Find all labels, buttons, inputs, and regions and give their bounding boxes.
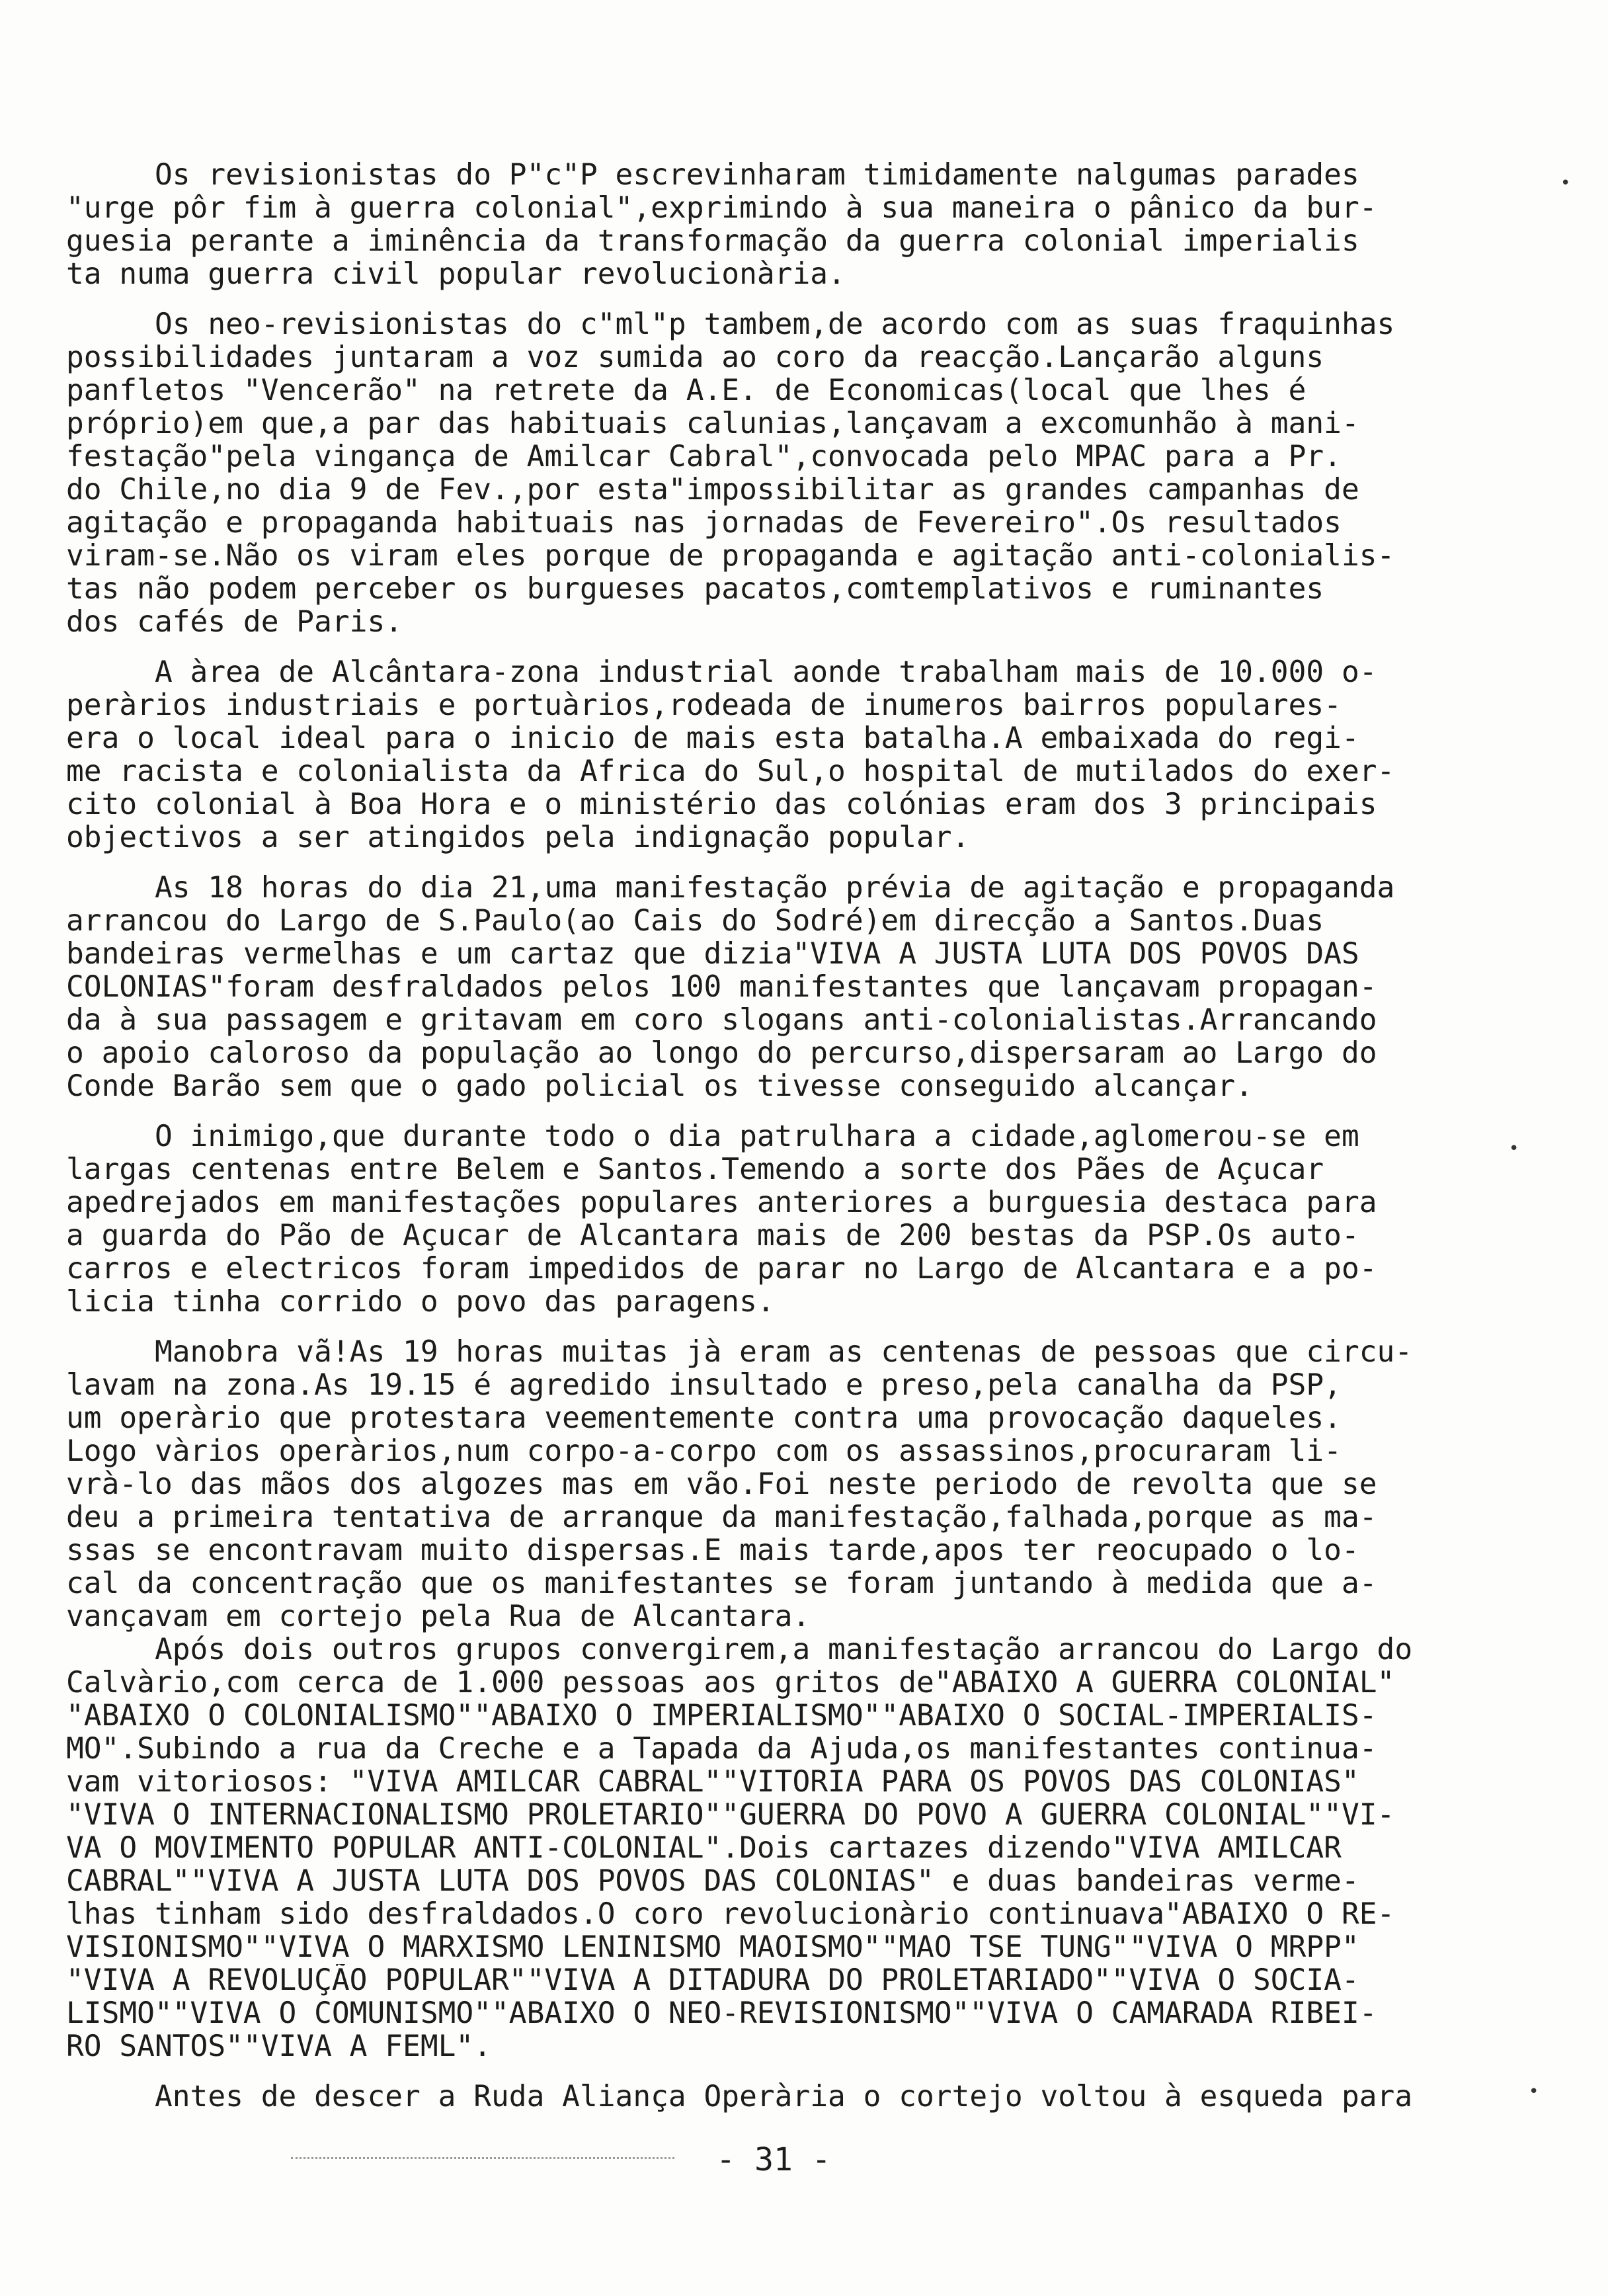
- text-line: tas não podem perceber os burgueses pacatos,comtemplativos e ruminantes: [66, 573, 1324, 606]
- paragraph: [66, 872, 1580, 1103]
- text-line: Logo vàrios operàrios,num corpo-a-corpo com os assassinos,procuraram li-: [66, 1435, 1342, 1468]
- text-line: deu a primeira tentativa de arranque da manifestação,falhada,porque as ma-: [66, 1501, 1377, 1534]
- paragraph: [66, 2080, 1580, 2113]
- text-line: Após dois outros grupos convergirem,a manifestação arrancou do Largo do: [66, 1633, 1413, 1666]
- text-line: carros e electricos foram impedidos de parar no Largo de Alcantara e a po-: [66, 1252, 1377, 1286]
- text-line: objectivos a ser atingidos pela indignação popular.: [66, 821, 970, 854]
- text-line: vam vitoriosos: "VIVA AMILCAR CABRAL""VITORIA PARA OS POVOS DAS COLONIAS": [66, 1766, 1359, 1799]
- text-line: "ABAIXO O COLONIALISMO""ABAIXO O IMPERIALISMO""ABAIXO O SOCIAL-IMPERIALIS-: [66, 1700, 1377, 1733]
- document-body: [66, 159, 1580, 2131]
- text-line: Conde Barão sem que o gado policial os tivesse conseguido alcançar.: [66, 1070, 1254, 1103]
- text-line: MO".Subindo a rua da Creche e a Tapada da Ajuda,os manifestantes continua-: [66, 1733, 1377, 1766]
- text-line: o apoio caloroso da população ao longo do percurso,dispersaram ao Largo do: [66, 1037, 1377, 1070]
- text-line: ssas se encontravam muito dispersas.E mais tarde,apos ter reocupado o lo-: [66, 1534, 1359, 1567]
- text-line: me racista e colonialista da Africa do Sul,o hospital de mutilados do exer-: [66, 755, 1395, 788]
- text-line: LISMO""VIVA O COMUNISMO""ABAIXO O NEO-REVISIONISMO""VIVA O CAMARADA RIBEI-: [66, 1997, 1377, 2030]
- text-line: cito colonial à Boa Hora e o ministério das colónias eram dos 3 principais: [66, 788, 1377, 821]
- scan-speck-mark: •: [1509, 1139, 1519, 1159]
- text-line: peràrios industriais e portuàrios,rodeada de inumeros bairros populares-: [66, 689, 1342, 722]
- text-line: era o local ideal para o inicio de mais esta batalha.A embaixada do regi-: [66, 722, 1359, 755]
- text-line: bandeiras vermelhas e um cartaz que dizia"VIVA A JUSTA LUTA DOS POVOS DAS: [66, 938, 1359, 971]
- text-line: dos cafés de Paris.: [66, 606, 403, 639]
- paragraph: [66, 308, 1580, 639]
- text-line: arrancou do Largo de S.Paulo(ao Cais do Sodré)em direcção a Santos.Duas: [66, 905, 1324, 938]
- text-line: da à sua passagem e gritavam em coro slogans anti-colonialistas.Arrancando: [66, 1004, 1377, 1037]
- text-line: panfletos "Vencerão" na retrete da A.E. de Economicas(local que lhes é: [66, 374, 1306, 407]
- text-line: COLONIAS"foram desfraldados pelos 100 manifestantes que lançavam propagan-: [66, 971, 1377, 1004]
- text-line: As 18 horas do dia 21,uma manifestação prévia de agitação e propaganda: [66, 872, 1395, 905]
- text-line: A àrea de Alcântara-zona industrial aonde trabalham mais de 10.000 o-: [66, 656, 1377, 689]
- text-line: "VIVA A REVOLUÇÃO POPULAR""VIVA A DITADURA DO PROLETARIADO""VIVA O SOCIA-: [66, 1964, 1359, 1997]
- text-line: vançavam em cortejo pela Rua de Alcantara.: [66, 1600, 811, 1633]
- text-line: possibilidades juntaram a voz sumida ao coro da reacção.Lançarão alguns: [66, 341, 1324, 374]
- text-line: "VIVA O INTERNACIONALISMO PROLETARIO""GUERRA DO POVO A GUERRA COLONIAL""VI-: [66, 1799, 1395, 1832]
- paragraph: [66, 1336, 1580, 2063]
- text-line: largas centenas entre Belem e Santos.Temendo a sorte dos Pães de Açucar: [66, 1153, 1324, 1186]
- text-line: CABRAL""VIVA A JUSTA LUTA DOS POVOS DAS COLONIAS" e duas bandeiras verme-: [66, 1865, 1359, 1898]
- text-line: VA O MOVIMENTO POPULAR ANTI-COLONIAL".Dois cartazes dizendo"VIVA AMILCAR: [66, 1832, 1342, 1865]
- text-line: RO SANTOS""VIVA A FEML".: [66, 2030, 491, 2063]
- paragraph: [66, 656, 1580, 854]
- text-line: vrà-lo das mãos dos algozes mas em vão.Foi neste periodo de revolta que se: [66, 1468, 1377, 1501]
- text-line: VISIONISMO""VIVA O MARXISMO LENINISMO MAOISMO""MAO TSE TUNG""VIVA O MRPP": [66, 1931, 1359, 1964]
- page-number: - 31 -: [716, 2141, 831, 2178]
- paragraph: [66, 1120, 1580, 1319]
- text-line: Manobra vã!As 19 horas muitas jà eram as centenas de pessoas que circu-: [66, 1336, 1413, 1369]
- text-line: viram-se.Não os viram eles porque de propaganda e agitação anti-colonialis-: [66, 540, 1395, 573]
- text-line: festação"pela vingança de Amilcar Cabral",convocada pelo MPAC para a Pr.: [66, 440, 1342, 473]
- text-line: lhas tinham sido desfraldados.O coro revolucionàrio continuava"ABAIXO O RE-: [66, 1898, 1395, 1931]
- text-line: Os neo-revisionistas do c"ml"p tambem,de acordo com as suas fraquinhas: [66, 308, 1395, 341]
- text-line: guesia perante a iminência da transformação da guerra colonial imperialis: [66, 225, 1359, 258]
- text-line: agitação e propaganda habituais nas jornadas de Fevereiro".Os resultados: [66, 507, 1342, 540]
- text-line: Antes de descer a Ruda Aliança Operària o cortejo voltou à esqueda para: [66, 2080, 1413, 2113]
- text-line: lavam na zona.As 19.15 é agredido insultado e preso,pela canalha da PSP,: [66, 1369, 1342, 1402]
- text-line: próprio)em que,a par das habituais calunias,lançavam a excomunhão à mani-: [66, 407, 1359, 440]
- scan-speck-mark: •: [1560, 173, 1571, 193]
- text-line: "urge pôr fim à guerra colonial",exprimindo à sua maneira o pânico da bur-: [66, 192, 1377, 225]
- text-line: Os revisionistas do P"c"P escrevinharam timidamente nalgumas parades: [66, 159, 1359, 192]
- scan-speck-mark: •: [1529, 2082, 1539, 2102]
- text-line: do Chile,no dia 9 de Fev.,por esta"impossibilitar as grandes campanhas de: [66, 473, 1359, 507]
- text-line: a guarda do Pão de Açucar de Alcantara mais de 200 bestas da PSP.Os auto-: [66, 1219, 1359, 1252]
- text-line: cal da concentração que os manifestantes se foram juntando à medida que a-: [66, 1567, 1377, 1600]
- text-line: licia tinha corrido o povo das paragens.: [66, 1286, 775, 1319]
- text-line: um operàrio que protestara veementemente contra uma provocação daqueles.: [66, 1402, 1342, 1435]
- paragraph: [66, 159, 1580, 291]
- text-line: apedrejados em manifestações populares anteriores a burguesia destaca para: [66, 1186, 1377, 1219]
- text-line: Calvàrio,com cerca de 1.000 pessoas aos gritos de"ABAIXO A GUERRA COLONIAL": [66, 1666, 1395, 1700]
- text-line: ta numa guerra civil popular revolucionària.: [66, 258, 846, 291]
- text-line: O inimigo,que durante todo o dia patrulhara a cidade,aglomerou-se em: [66, 1120, 1359, 1153]
- scan-dotted-line: [291, 2157, 674, 2159]
